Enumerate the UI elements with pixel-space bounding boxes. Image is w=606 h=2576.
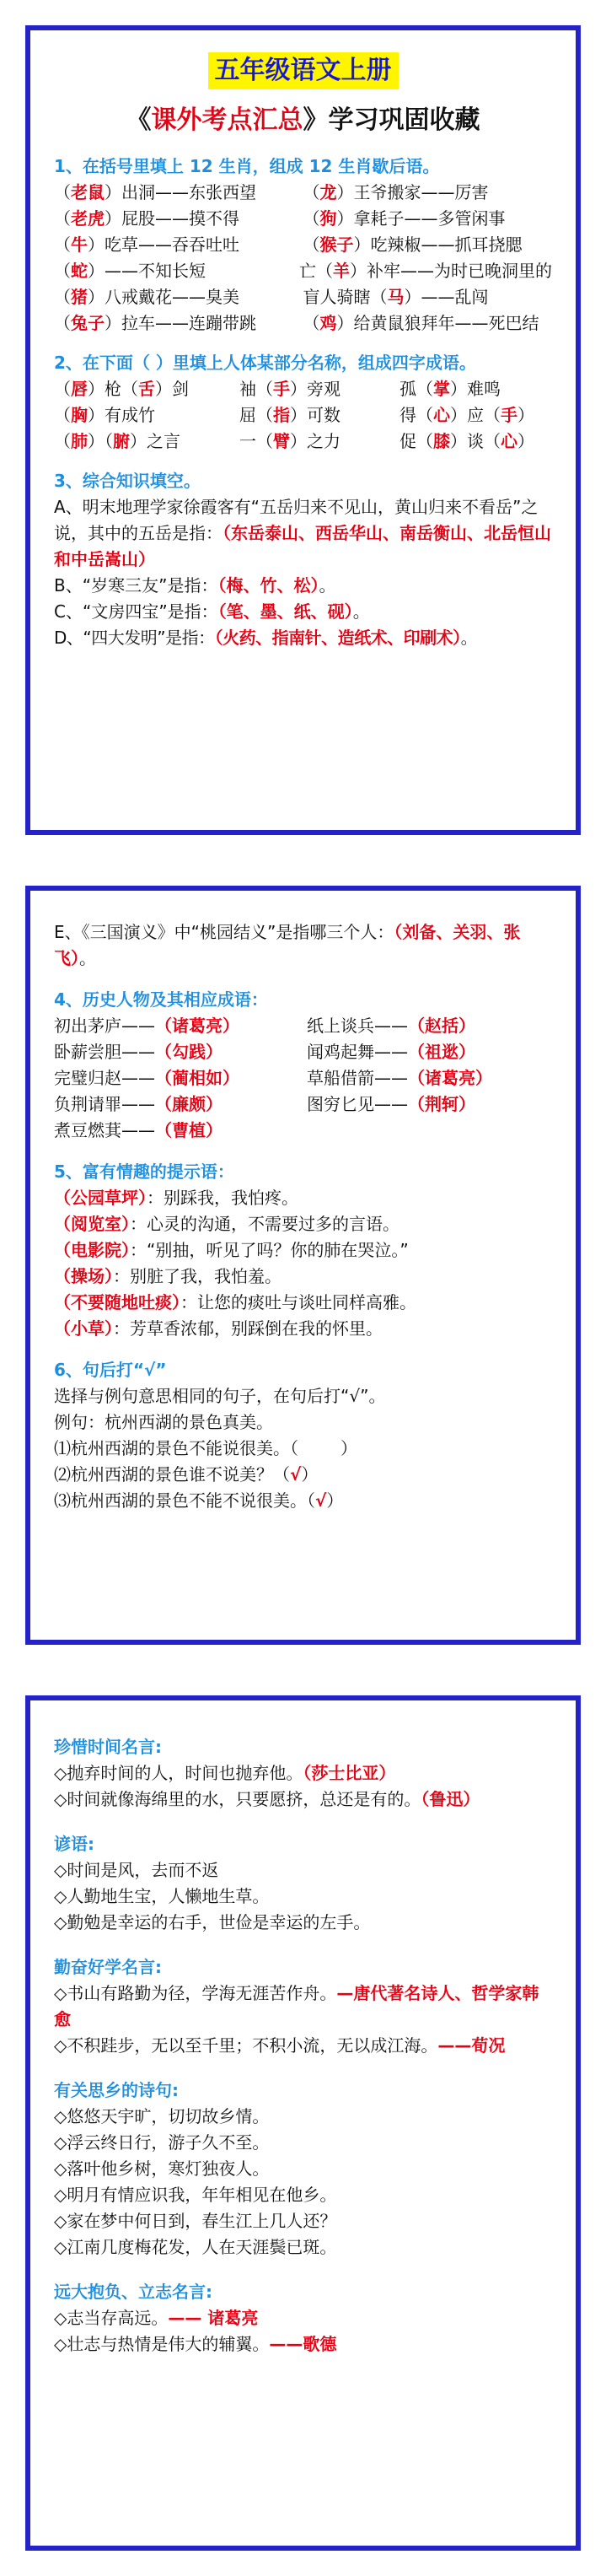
quote-item: ◇明月有情应识我，年年相见在他乡。 [54, 2185, 337, 2205]
slogan-place: （操场） [54, 1266, 113, 1286]
quote-item: ◇志当存高远。—— 诸葛亮 [54, 2308, 259, 2328]
idiom-item: 袖（手）旁观 [239, 379, 341, 399]
history-item: 纸上谈兵——（赵括） [307, 1016, 475, 1036]
zodiac-item: （龙）王爷搬家——厉害 [303, 182, 489, 202]
knowledge-c: C、“文房四宝”是指：（笔、墨、纸、砚）。 [54, 601, 370, 622]
history-item [307, 1118, 552, 1144]
quote-section-heading: 珍惜时间名言: [54, 1737, 162, 1757]
slogan-list [54, 1185, 552, 1342]
quote-item: ◇悠悠天宇旷，切切故乡情。 [54, 2106, 270, 2126]
zodiac-item: （牛）吃草——吞吞吐吐 [54, 234, 239, 255]
tick-instruction: 选择与例句意思相同的句子，在句后打“√”。 [54, 1386, 386, 1406]
card-1 [25, 25, 581, 835]
history-answer: （蔺相如） [155, 1068, 239, 1088]
slogan-place: （不要随地吐痰） [54, 1292, 180, 1312]
quote-author: （鲁迅） [421, 1789, 480, 1809]
tick-example: 例句：杭州西湖的景色真美。 [54, 1412, 273, 1432]
card-2 [25, 886, 581, 1645]
idiom-answer: 臂 [273, 431, 290, 451]
zodiac-row [54, 232, 552, 258]
quote-item: ◇浮云终日行，游子久不至。 [54, 2132, 270, 2153]
section-heading-1: 1、在括号里填上 12 生肖，组成 12 生肖歇后语。 [54, 156, 440, 176]
quote-item: ◇不积跬步，无以至千里；不积小流，无以成江海。——荀况 [54, 2035, 506, 2056]
tick-mark: √ [290, 1464, 302, 1485]
history-item: 完璧归赵——（蔺相如） [54, 1068, 239, 1088]
idiom-answer: 手 [273, 379, 290, 399]
quote-item: ◇人勤地生宝，人懒地生草。 [54, 1886, 270, 1906]
zodiac-answer: 蛇 [71, 261, 88, 281]
idiom-item: 得（心）应（手） [400, 405, 534, 425]
zodiac-answer: 牛 [71, 234, 88, 255]
history-item: 闻鸡起舞——（祖逖） [307, 1042, 475, 1062]
zodiac-row [54, 310, 552, 337]
idiom-answer: 唇 [71, 379, 88, 399]
idiom-item: （胸）有成竹 [54, 405, 155, 425]
zodiac-item: （蛇）——不知长短 [54, 261, 206, 281]
tick-options [54, 1436, 552, 1514]
knowledge-d: D、“四大发明”是指：（火药、指南针、造纸术、印刷术）。 [54, 628, 478, 648]
zodiac-answer: 兔子 [71, 313, 105, 333]
history-answer: （曹植） [155, 1120, 223, 1140]
idiom-answer: 手 [501, 405, 518, 425]
zodiac-answer: 猴子 [319, 234, 354, 255]
page-subtitle: 《课外考点汇总》学习巩固收藏 [126, 105, 480, 135]
section-heading-6: 6、句后打“√” [54, 1360, 167, 1380]
slogan-place: （阅览室） [54, 1214, 130, 1234]
idiom-list [54, 376, 552, 455]
history-answer: （诸葛亮） [155, 1016, 239, 1036]
quote-item: ◇家在梦中何日到，春生江上几人还？ [54, 2211, 337, 2231]
slogan-item: （电影院）：“别抽，听见了吗？你的肺在哭泣。” [54, 1240, 409, 1260]
quotes-body [30, 1700, 576, 2358]
idiom-item: 一（臂）之力 [239, 431, 341, 451]
zodiac-list [54, 180, 552, 337]
quote-item: ◇落叶他乡树，寒灯独夜人。 [54, 2158, 270, 2179]
history-row [54, 1065, 552, 1091]
zodiac-item: 盲人骑瞎（马）——乱闯 [303, 287, 489, 307]
tick-mark: √ [315, 1490, 327, 1511]
slogan-place: （小草） [54, 1318, 113, 1339]
zodiac-answer: 龙 [319, 182, 337, 202]
idiom-item: 促（膝）谈（心） [400, 431, 534, 451]
idiom-answer: 心 [433, 405, 450, 425]
history-item: 负荆请罪——（廉颇） [54, 1094, 223, 1114]
idiom-item: 孤（掌）难鸣 [400, 379, 501, 399]
idiom-answer: 膝 [433, 431, 450, 451]
section-heading-2: 2、在下面（ ）里填上人体某部分名称，组成四字成语。 [54, 353, 476, 373]
idiom-answer: 腑 [113, 431, 130, 451]
page-title: 五年级语文上册 [208, 52, 399, 89]
history-answer: （诸葛亮） [408, 1068, 492, 1088]
idiom-item: 屈（指）可数 [239, 405, 341, 425]
zodiac-item: （猪）八戒戴花——臭美 [54, 287, 239, 307]
idiom-answer: 舌 [138, 379, 155, 399]
zodiac-answer: 猪 [71, 287, 88, 307]
quote-item: ◇时间就像海绵里的水，只要愿挤，总还是有的。（鲁迅） [54, 1789, 480, 1809]
knowledge-a: A、明末地理学家徐霞客有“五岳归来不见山，黄山归来不看岳”之说，其中的五岳是指：（东岳泰山、西岳华山、南岳衡山、北岳恒山和中岳嵩山） [54, 497, 551, 569]
history-item: 卧薪尝胆——（勾践） [54, 1042, 223, 1062]
history-row [54, 1039, 552, 1065]
idiom-answer: 肺 [71, 431, 88, 451]
zodiac-row [54, 206, 552, 232]
quote-author: ——歌德 [269, 2334, 337, 2354]
zodiac-item: （兔子）拉车——连蹦带跳 [54, 313, 256, 333]
zodiac-item: （猴子）吃辣椒——抓耳挠腮 [303, 234, 523, 255]
section-heading-3: 3、综合知识填空。 [54, 471, 201, 491]
section-heading-4: 4、历史人物及其相应成语： [54, 989, 268, 1010]
history-answer: （祖逖） [408, 1042, 475, 1062]
idiom-answer: 指 [273, 405, 290, 425]
zodiac-answer: 狗 [319, 208, 337, 229]
idiom-row [54, 428, 552, 455]
idiom-row [54, 376, 552, 402]
zodiac-answer: 老鼠 [71, 182, 105, 202]
knowledge-e: E、《三国演义》中“桃园结义”是指哪三个人：（刘备、关羽、张飞）。 [54, 922, 521, 968]
slogan-item: （小草）：芳草香浓郁，别踩倒在我的怀里。 [54, 1318, 383, 1339]
title-wrap [54, 52, 552, 89]
quote-item: ◇抛弃时间的人，时间也抛弃他。（莎士比亚） [54, 1763, 396, 1783]
history-item: 初出茅庐——（诸葛亮） [54, 1016, 239, 1036]
history-row [54, 1118, 552, 1144]
tick-option: ⑵杭州西湖的景色谁不说美？（√） [54, 1464, 319, 1485]
history-item: 煮豆燃萁——（曹植） [54, 1120, 223, 1140]
zodiac-item: （鸡）给黄鼠狼拜年——死巴结 [303, 313, 539, 333]
quote-section-heading: 勤奋好学名言: [54, 1957, 162, 1977]
zodiac-row [54, 258, 552, 284]
zodiac-answer: 马 [387, 287, 405, 307]
quote-item: ◇时间是风，去而不返 [54, 1860, 219, 1880]
idiom-row [54, 402, 552, 428]
slogan-item: （公园草坪）：别踩我，我怕疼。 [54, 1188, 298, 1208]
tick-option: ⑴杭州西湖的景色不能说很美。（ ） [54, 1438, 357, 1458]
idiom-item: （肺）（腑）之言 [54, 431, 180, 451]
tick-option: ⑶杭州西湖的景色不能不说很美。（√） [54, 1490, 344, 1511]
history-list [54, 1013, 552, 1144]
zodiac-item: （老鼠）出洞——东张西望 [54, 182, 256, 202]
zodiac-item: （狗）拿耗子——多管闲事 [303, 208, 506, 229]
zodiac-answer: 羊 [333, 261, 350, 281]
idiom-answer: 胸 [71, 405, 88, 425]
quote-item: ◇江南几度梅花发，人在天涯鬓已斑。 [54, 2237, 337, 2257]
idiom-answer: 掌 [433, 379, 450, 399]
quote-item: ◇书山有路勤为径，学海无涯苦作舟。—唐代著名诗人、哲学家韩愈 [54, 1983, 539, 2029]
knowledge-b: B、“岁寒三友”是指：（梅、竹、松）。 [54, 575, 336, 595]
quote-author: （莎士比亚） [303, 1763, 396, 1783]
quote-author: —唐代著名诗人、哲学家韩愈 [54, 1983, 539, 2029]
zodiac-answer: 老虎 [71, 208, 105, 229]
quote-item: ◇勤勉是幸运的右手，世俭是幸运的左手。 [54, 1912, 371, 1932]
history-row [54, 1013, 552, 1039]
zodiac-item: （老虎）屁股——摸不得 [54, 208, 239, 229]
card-3 [25, 1695, 581, 2551]
quote-author: ——荀况 [437, 2035, 506, 2056]
zodiac-row [54, 284, 552, 310]
history-answer: （赵括） [408, 1016, 475, 1036]
quote-section-heading: 谚语: [54, 1834, 94, 1854]
history-item: 草船借箭——（诸葛亮） [307, 1068, 492, 1088]
slogan-place: （公园草坪） [54, 1188, 147, 1208]
quote-author: —— 诸葛亮 [168, 2308, 259, 2328]
quote-section-heading: 有关思乡的诗句: [54, 2080, 179, 2100]
history-answer: （荆轲） [408, 1094, 475, 1114]
slogan-item: （不要随地吐痰）：让您的痰吐与谈吐同样高雅。 [54, 1292, 416, 1312]
idiom-answer: 心 [501, 431, 518, 451]
slogan-place: （电影院） [54, 1240, 130, 1260]
zodiac-answer: 鸡 [319, 313, 337, 333]
zodiac-row [54, 180, 552, 206]
history-row [54, 1091, 552, 1118]
idiom-item: （唇）枪（舌）剑 [54, 379, 189, 399]
history-item: 图穷匕见——（荆轲） [307, 1094, 475, 1114]
quote-section-heading: 远大抱负、立志名言: [54, 2282, 212, 2302]
history-answer: （廉颇） [155, 1094, 223, 1114]
zodiac-item: 亡（羊）补牢——为时已晚洞里的 [299, 261, 552, 281]
slogan-item: （阅览室）：心灵的沟通，不需要过多的言语。 [54, 1214, 400, 1234]
slogan-item: （操场）：别脏了我，我怕羞。 [54, 1266, 282, 1286]
quote-item: ◇壮志与热情是伟大的辅翼。——歌德 [54, 2334, 337, 2354]
history-answer: （勾践） [155, 1042, 223, 1062]
section-heading-5: 5、富有情趣的提示语： [54, 1161, 234, 1182]
